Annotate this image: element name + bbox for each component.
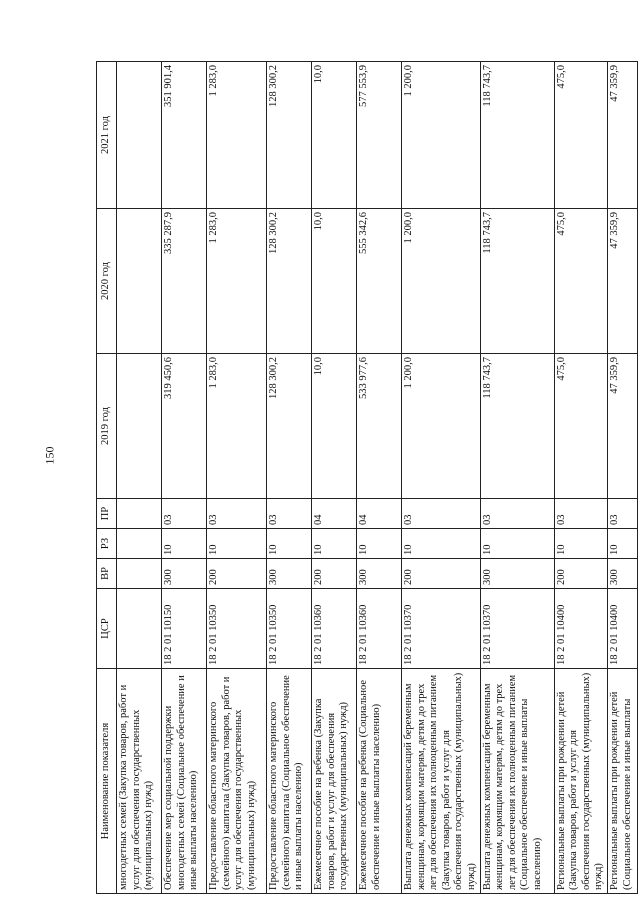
cell-rz: 10 — [480, 529, 554, 559]
cell-2019: 1 200,0 — [402, 354, 481, 499]
cell-rz — [117, 529, 162, 559]
cell-pr: 03 — [402, 499, 481, 529]
cell-2021: 128 300,2 — [267, 62, 312, 209]
cell-2019 — [117, 354, 162, 499]
cell-csr: 18 2 01 10400 — [607, 589, 637, 669]
cell-2020: 335 287,9 — [162, 209, 207, 354]
cell-name: Предоставление областного материнского (семейного) капитала (Закупка товаров, работ и услуг для обеспечения государственных (муниципальных) нужд) — [207, 669, 267, 894]
cell-2021: 1 200,0 — [402, 62, 481, 209]
cell-name: Выплата денежных компенсаций беременным женщинам, кормящим матерям, детям до трех лет для обеспечения их полноценным питанием (Социальное обеспечение и иные выплаты населению) — [480, 669, 554, 894]
cell-csr — [117, 589, 162, 669]
cell-csr: 18 2 01 10150 — [162, 589, 207, 669]
cell-vr: 300 — [267, 559, 312, 589]
cell-2020: 10,0 — [312, 209, 357, 354]
table-row — [267, 62, 312, 894]
cell-2020: 128 300,2 — [267, 209, 312, 354]
cell-pr: 04 — [312, 499, 357, 529]
cell-2021 — [117, 62, 162, 209]
cell-csr: 18 2 01 10360 — [357, 589, 402, 669]
cell-name: Обеспечение мер социальной поддержки многодетных семей (Социальное обеспечение и иные выплаты населению) — [162, 669, 207, 894]
cell-2021: 10,0 — [312, 62, 357, 209]
table-row — [312, 62, 357, 894]
cell-name: Выплата денежных компенсаций беременным женщинам, кормящим матерям, детям до трех лет для обеспечения их полноценным питанием (Закупка товаров, работ и услуг для обеспечения государственных (муниципальных) нужд) — [402, 669, 481, 894]
cell-csr: 18 2 01 10370 — [402, 589, 481, 669]
table-viewport — [96, 62, 633, 894]
cell-rz: 10 — [402, 529, 481, 559]
cell-vr: 200 — [554, 559, 607, 589]
table-row — [554, 62, 607, 894]
header-csr: ЦСР — [97, 589, 117, 669]
cell-vr: 300 — [162, 559, 207, 589]
cell-name: многодетных семей (Закупка товаров, работ и услуг для обеспечения государственных (муниципальных) нужд) — [117, 669, 162, 894]
cell-2020: 1 283,0 — [207, 209, 267, 354]
cell-rz: 10 — [607, 529, 637, 559]
cell-vr: 300 — [607, 559, 637, 589]
header-name: Наименование показателя — [97, 669, 117, 894]
cell-vr: 300 — [357, 559, 402, 589]
cell-csr: 18 2 01 10360 — [312, 589, 357, 669]
cell-vr — [117, 559, 162, 589]
table-body — [117, 62, 638, 894]
cell-2019: 10,0 — [312, 354, 357, 499]
cell-rz: 10 — [554, 529, 607, 559]
cell-rz: 10 — [207, 529, 267, 559]
cell-pr: 04 — [357, 499, 402, 529]
cell-vr: 200 — [312, 559, 357, 589]
cell-pr: 03 — [267, 499, 312, 529]
table-row — [607, 62, 637, 894]
cell-name: Предоставление областного материнского (семейного) капитала (Социальное обеспечение и иные выплаты населению) — [267, 669, 312, 894]
cell-vr: 300 — [480, 559, 554, 589]
cell-2019: 319 450,6 — [162, 354, 207, 499]
cell-2020: 555 342,6 — [357, 209, 402, 354]
table-row — [162, 62, 207, 894]
cell-name: Ежемесячное пособие на ребенка (Закупка товаров, работ и услуг для обеспечения государственных (муниципальных) нужд) — [312, 669, 357, 894]
header-row — [97, 62, 117, 894]
cell-pr: 03 — [162, 499, 207, 529]
page-number: 150 — [42, 446, 57, 465]
cell-pr: 03 — [607, 499, 637, 529]
cell-vr: 200 — [402, 559, 481, 589]
cell-2019: 1 283,0 — [207, 354, 267, 499]
header-vr: ВР — [97, 559, 117, 589]
cell-2019: 128 300,2 — [267, 354, 312, 499]
cell-2021: 577 553,9 — [357, 62, 402, 209]
cell-rz: 10 — [162, 529, 207, 559]
table-row — [480, 62, 554, 894]
cell-name: Региональные выплаты при рождении детей (Закупка товаров, работ и услуг для обеспечения государственных (муниципальных) нужд) — [554, 669, 607, 894]
cell-2019: 47 359,9 — [607, 354, 637, 499]
header-pr: ПР — [97, 499, 117, 529]
cell-rz: 10 — [357, 529, 402, 559]
cell-2019: 118 743,7 — [480, 354, 554, 499]
cell-csr: 18 2 01 10370 — [480, 589, 554, 669]
cell-2020: 1 200,0 — [402, 209, 481, 354]
cell-rz: 10 — [267, 529, 312, 559]
cell-csr: 18 2 01 10350 — [207, 589, 267, 669]
cell-pr — [117, 499, 162, 529]
cell-2020 — [117, 209, 162, 354]
table-row — [117, 62, 162, 894]
table-row — [357, 62, 402, 894]
header-2021: 2021 год — [97, 62, 117, 209]
header-2020: 2020 год — [97, 209, 117, 354]
cell-2021: 351 901,4 — [162, 62, 207, 209]
header-rz: РЗ — [97, 529, 117, 559]
cell-2020: 475,0 — [554, 209, 607, 354]
table-row — [207, 62, 267, 894]
cell-vr: 200 — [207, 559, 267, 589]
cell-name: Региональные выплаты при рождении детей (Социальное обеспечение и иные выплаты — [607, 669, 637, 894]
cell-2019: 533 977,6 — [357, 354, 402, 499]
cell-csr: 18 2 01 10350 — [267, 589, 312, 669]
cell-2021: 475,0 — [554, 62, 607, 209]
cell-pr: 03 — [207, 499, 267, 529]
cell-2021: 47 359,9 — [607, 62, 637, 209]
cell-csr: 18 2 01 10400 — [554, 589, 607, 669]
cell-2021: 118 743,7 — [480, 62, 554, 209]
budget-table — [96, 61, 638, 894]
rotated-page — [96, 62, 633, 894]
cell-pr: 03 — [480, 499, 554, 529]
cell-rz: 10 — [312, 529, 357, 559]
header-2019: 2019 год — [97, 354, 117, 499]
cell-2021: 1 283,0 — [207, 62, 267, 209]
cell-2020: 118 743,7 — [480, 209, 554, 354]
cell-pr: 03 — [554, 499, 607, 529]
cell-2020: 47 359,9 — [607, 209, 637, 354]
cell-name: Ежемесячное пособие на ребенка (Социальное обеспечение и иные выплаты населению) — [357, 669, 402, 894]
cell-2019: 475,0 — [554, 354, 607, 499]
table-row — [402, 62, 481, 894]
